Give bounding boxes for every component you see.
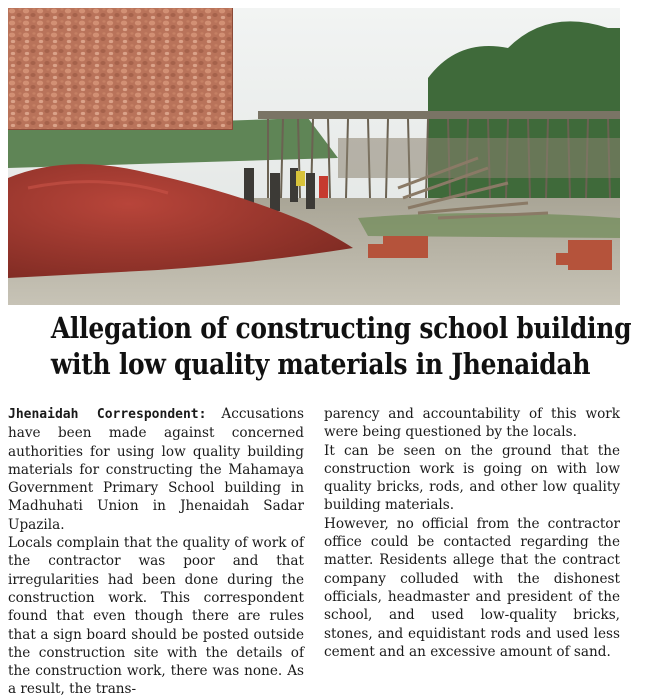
article-paragraph: parency and accountability of this work were being questioned by the locals. [324,406,620,441]
headline-line-1: Allegation of constructing school building [50,311,632,345]
article-column-right [324,405,620,661]
byline: Jhenaidah Correspondent: [8,407,207,422]
construction-site-photo [8,8,620,305]
article-paragraph: It can be seen on the ground that the construction work is going on with low quality bricks, rods, and other low quality building materials. [324,442,620,514]
news-photo [8,8,620,305]
article-paragraph [8,405,304,534]
headline [50,310,632,382]
paragraph-text: Accusations have been made against concerned authorities for using low quality building materials for constructing the Mahamaya Government Primary School building in Madhuhati Union in Jhenaidah Sadar Upazila. [8,406,304,533]
gravel-inset-photo [8,8,233,130]
headline-line-2: with low quality materials in Jhenaidah [50,347,591,381]
article-paragraph: Locals complain that the quality of work of the contractor was poor and that irregularities had been done during the construction work. This correspondent found that even though there are rules that a sign board should be posted outside the construction site with the details of the construction work, there was none. As a result, the trans- [8,535,304,698]
article-paragraph: However, no official from the contractor office could be contacted regarding the matter. Residents allege that the contract company colluded with the dishonest officials, headmaster and president of the school, and used low-quality bricks, stones, and equidistant rods and used less cement and an excessive amount of sand. [324,515,620,660]
article-column-left [8,405,304,699]
